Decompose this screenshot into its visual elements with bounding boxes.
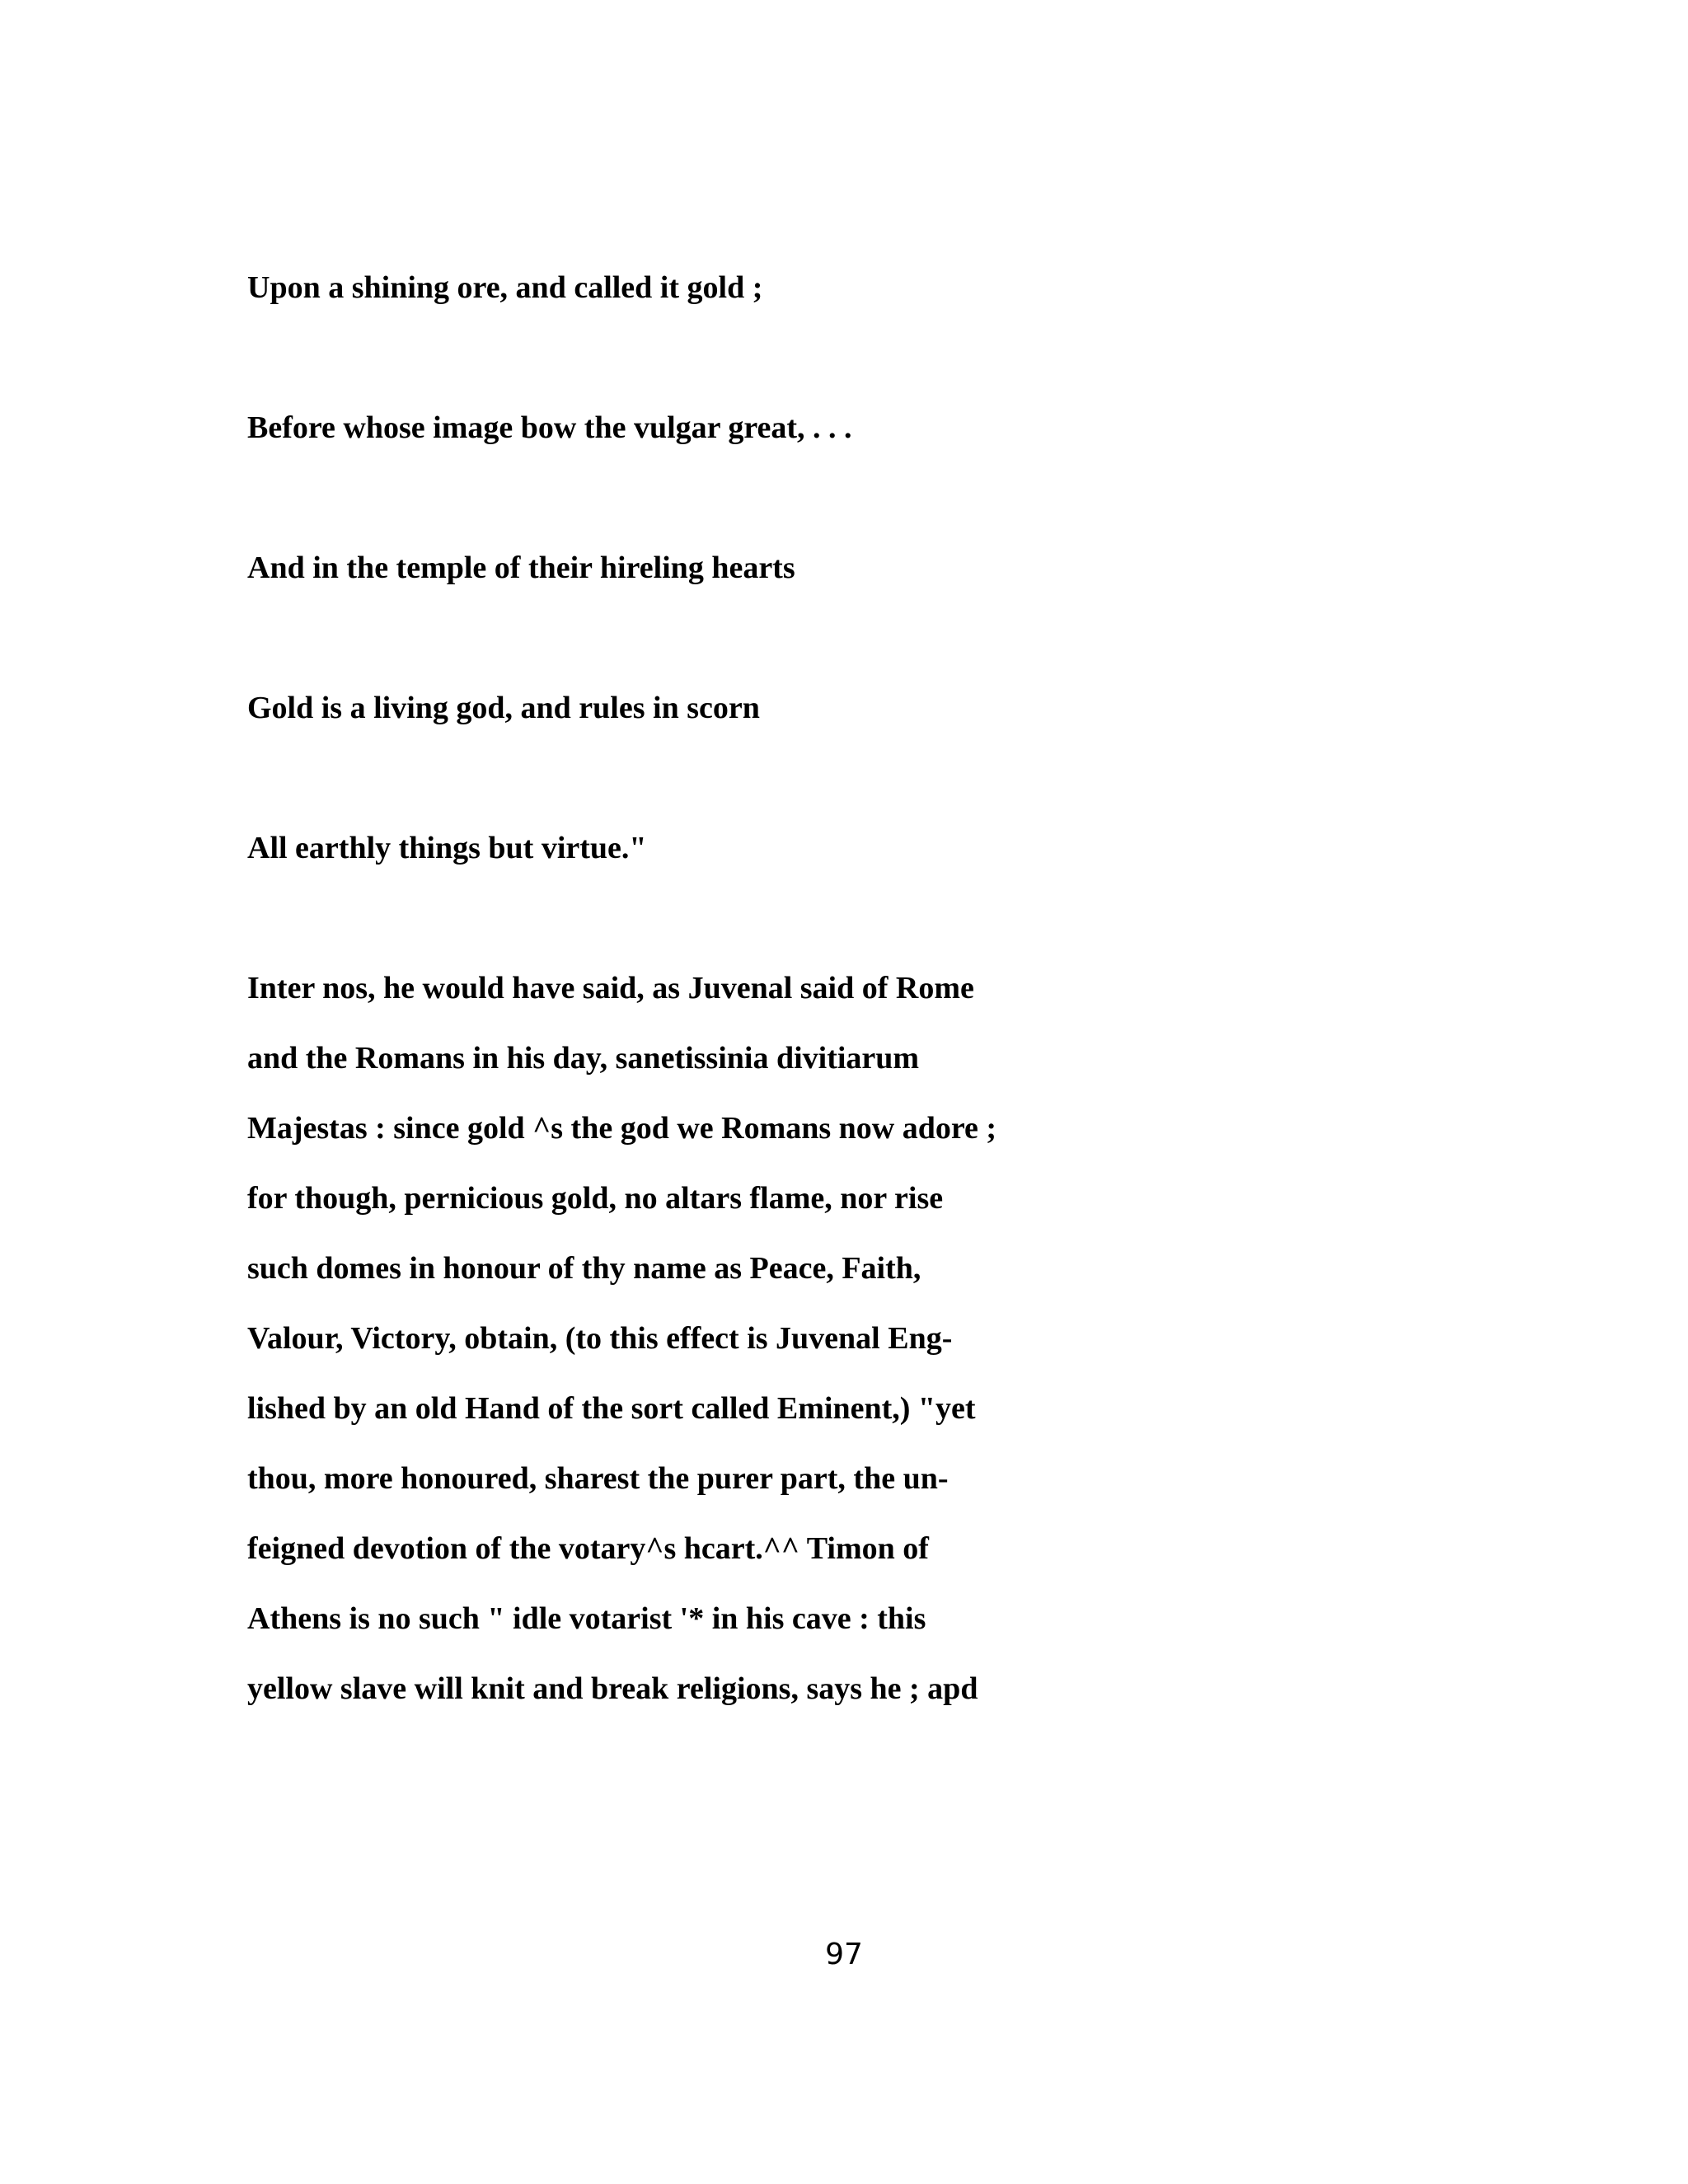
prose-line-4: for though, pernicious gold, no altars flame, nor rise xyxy=(247,1181,944,1216)
prose-line-11: yellow slave will knit and break religions, says he ; apd xyxy=(247,1671,978,1706)
verse-line-3: And in the temple of their hireling hearts xyxy=(247,551,795,585)
verse-line-1: Upon a shining ore, and called it gold ; xyxy=(247,270,763,305)
prose-line-5: such domes in honour of thy name as Peace, Faith, xyxy=(247,1251,921,1286)
prose-line-9: feigned devotion of the votary^s hcart.^^ Timon of xyxy=(247,1531,929,1566)
verse-line-5: All earthly things but virtue." xyxy=(247,831,647,865)
prose-line-2: and the Romans in his day, sanetissinia divitiarum xyxy=(247,1041,920,1076)
prose-line-6: Valour, Victory, obtain, (to this effect is Juvenal Eng- xyxy=(247,1321,953,1356)
prose-line-10: Athens is no such " idle votarist '* in his cave : this xyxy=(247,1601,926,1636)
prose-line-7: lished by an old Hand of the sort called Eminent,) "yet xyxy=(247,1391,976,1426)
page-number: 97 xyxy=(825,1938,863,1971)
verse-line-2: Before whose image bow the vulgar great, . . . xyxy=(247,410,852,445)
prose-line-3: Majestas : since gold ^s the god we Romans now adore ; xyxy=(247,1111,997,1146)
prose-line-8: thou, more honoured, sharest the purer part, the un- xyxy=(247,1461,949,1496)
prose-line-1: Inter nos, he would have said, as Juvenal said of Rome xyxy=(247,971,974,1005)
verse-line-4: Gold is a living god, and rules in scorn xyxy=(247,691,760,725)
